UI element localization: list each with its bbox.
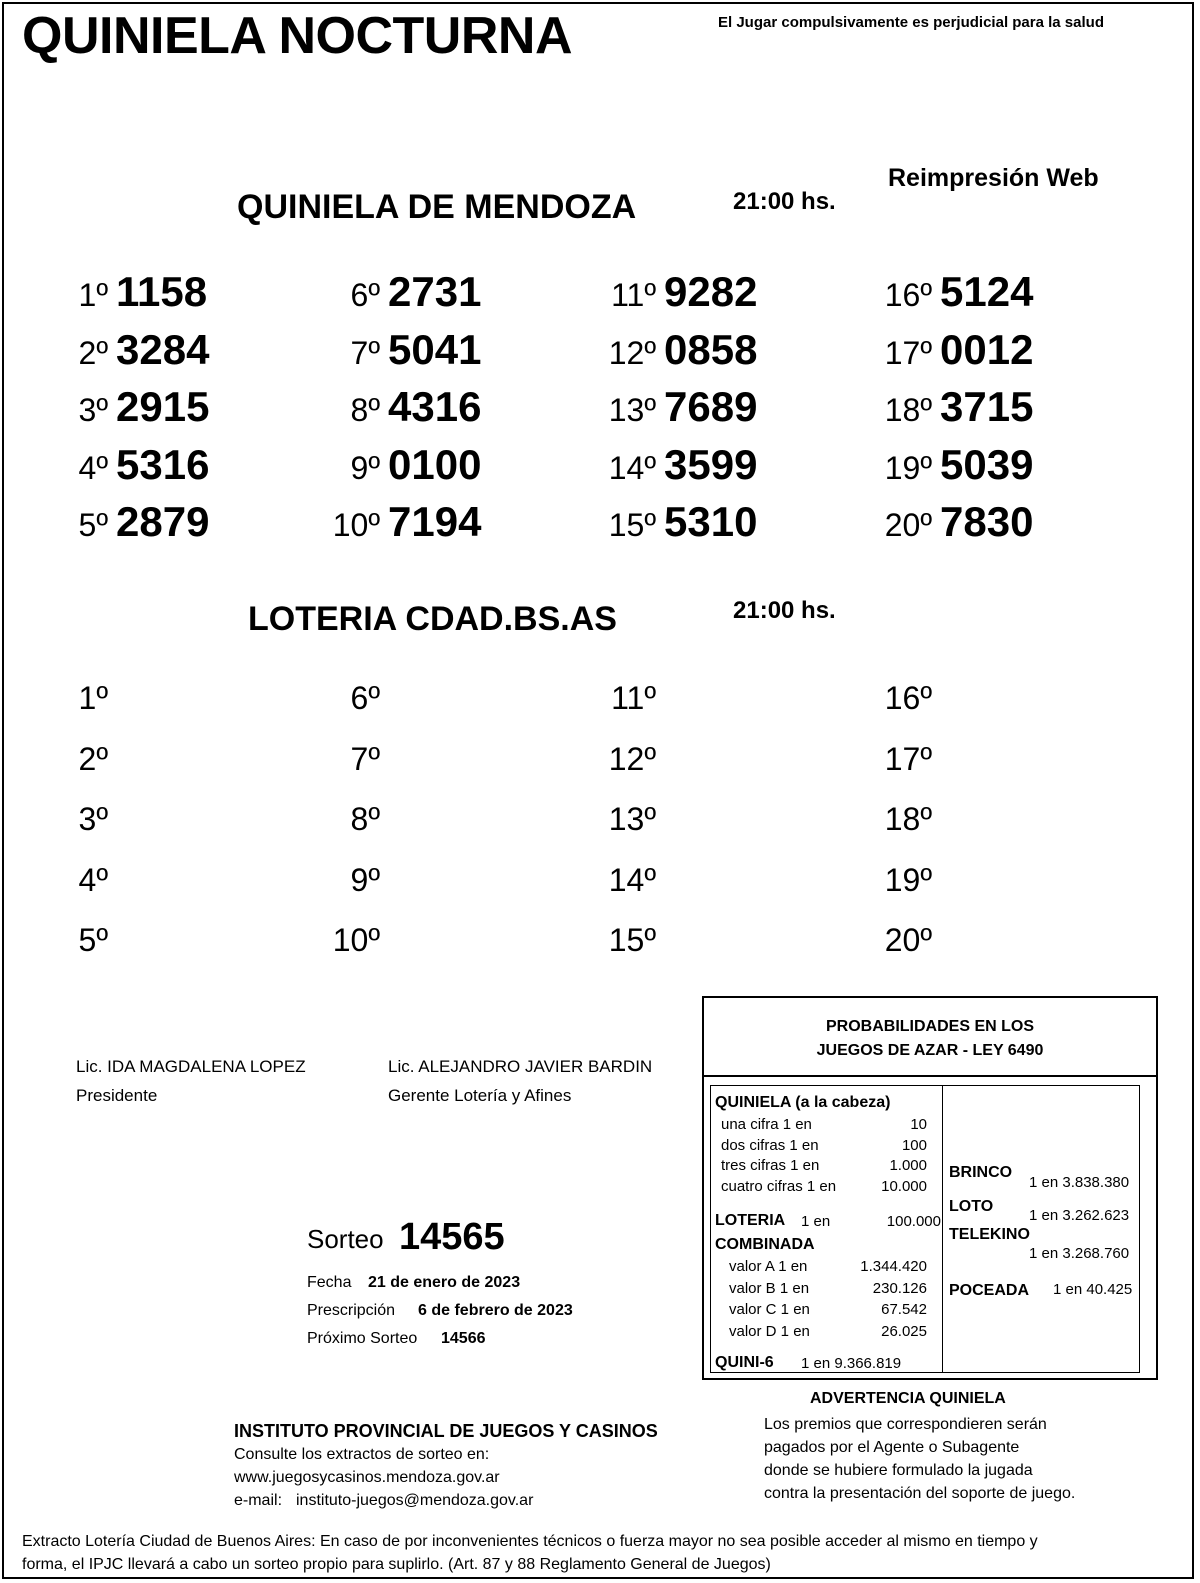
result-cell	[576, 326, 757, 374]
result-cell	[300, 922, 388, 959]
signature-left-role: Presidente	[76, 1086, 158, 1105]
advertencia-line: contra la presentación del soporte de juego.	[764, 1485, 1076, 1502]
loteria-time: 21:00 hs.	[733, 597, 836, 624]
result-cell	[28, 922, 116, 959]
result-number: 2915	[116, 383, 210, 430]
quiniela-odds-title: QUINIELA (a la cabeza)	[715, 1094, 891, 1111]
result-cell	[852, 326, 1033, 374]
result-cell	[28, 326, 209, 374]
result-position: 8º	[350, 392, 380, 428]
institute-website[interactable]: www.juegosycasinos.mendoza.gov.ar	[234, 1469, 500, 1486]
result-position: 9º	[350, 861, 380, 898]
result-cell	[852, 383, 1033, 431]
brinco-label: BRINCO	[949, 1164, 1013, 1181]
probabilities-box	[702, 996, 1158, 1380]
loteria-title: LOTERIA CDAD.BS.AS	[248, 600, 617, 638]
result-position: 15º	[608, 507, 656, 543]
result-cell	[852, 862, 940, 899]
result-cell	[300, 680, 388, 717]
result-cell	[852, 268, 1033, 316]
advertencia-line: donde se hubiere formulado la jugada	[764, 1462, 1033, 1479]
odds-label: valor B 1 en	[729, 1279, 810, 1297]
mendoza-title: QUINIELA DE MENDOZA	[237, 188, 637, 226]
result-position: 17º	[884, 740, 932, 777]
odds-label: dos cifras 1 en	[721, 1136, 819, 1154]
quini6-odds: 1 en 9.366.819	[801, 1355, 902, 1372]
result-position: 4º	[78, 449, 108, 486]
result-position: 14º	[608, 449, 656, 486]
result-position: 16º	[884, 277, 932, 313]
result-number: 2731	[388, 268, 482, 315]
result-cell	[576, 268, 757, 316]
result-cell	[576, 498, 757, 546]
odds-label: tres cifras 1 en	[721, 1157, 820, 1174]
institute-name: INSTITUTO PROVINCIAL DE JUEGOS Y CASINOS	[234, 1421, 658, 1441]
date-label: Fecha	[307, 1274, 352, 1291]
result-position: 2º	[78, 740, 108, 777]
odds-label: cuatro cifras 1 en	[721, 1177, 837, 1195]
result-position: 20º	[884, 922, 932, 958]
result-position: 13º	[608, 801, 656, 837]
odds-value: 10.000	[881, 1177, 927, 1195]
result-cell	[300, 441, 481, 489]
page-title: QUINIELA NOCTURNA	[22, 7, 572, 65]
result-cell	[576, 741, 664, 778]
advertencia-line: Los premios que correspondieren serán	[764, 1416, 1047, 1433]
odds-label: valor A 1 en	[729, 1258, 808, 1275]
loteria-odds-value: 100.000	[886, 1213, 941, 1230]
result-position: 10º	[332, 507, 380, 543]
result-position: 12º	[608, 740, 656, 777]
footer-note-2: forma, el IPJC llevará a cabo un sorteo propio para suplirlo. (Art. 87 y 88 Reglamento General de Juegos)	[22, 1556, 771, 1573]
expiry-date: 6 de febrero de 2023	[418, 1302, 573, 1319]
result-number: 5310	[664, 498, 758, 545]
probabilities-title-2: JUEGOS DE AZAR - LEY 6490	[816, 1042, 1044, 1059]
poceada-label: POCEADA	[949, 1282, 1030, 1299]
result-position: 1º	[78, 680, 108, 716]
loto-label: LOTO	[949, 1198, 994, 1215]
odds-label: valor D 1 en	[729, 1322, 810, 1340]
result-cell	[28, 268, 207, 316]
loteria-odds-prefix: 1 en	[801, 1213, 831, 1230]
result-cell	[300, 383, 481, 431]
result-cell	[576, 801, 664, 838]
result-position: 3º	[78, 801, 108, 837]
result-position: 11º	[611, 680, 656, 716]
result-cell	[852, 498, 1033, 546]
odds-value: 10	[910, 1116, 927, 1133]
result-position: 16º	[884, 680, 932, 716]
institute-consult: Consulte los extractos de sorteo en:	[234, 1446, 490, 1463]
odds-value: 1.000	[889, 1157, 927, 1174]
brinco-odds: 1 en 3.838.380	[1029, 1174, 1130, 1191]
loto-odds: 1 en 3.262.623	[1029, 1207, 1130, 1224]
reprint-label: Reimpresión Web	[888, 164, 1099, 192]
result-number: 0100	[388, 440, 482, 488]
draw-date: 21 de enero de 2023	[368, 1274, 521, 1291]
result-number: 5316	[116, 440, 210, 488]
expiry-label: Prescripción	[307, 1302, 396, 1319]
combinada-title: COMBINADA	[715, 1236, 815, 1253]
result-cell	[28, 862, 116, 899]
telekino-label: TELEKINO	[949, 1226, 1030, 1243]
next-draw-number: 14566	[441, 1330, 486, 1347]
result-cell	[28, 801, 116, 838]
result-number: 7689	[664, 383, 758, 430]
result-cell	[300, 326, 481, 374]
result-position: 19º	[884, 861, 932, 898]
odds-value: 230.126	[872, 1279, 927, 1297]
result-number: 5124	[940, 268, 1034, 315]
divider	[942, 1086, 943, 1372]
result-cell	[28, 680, 116, 717]
result-position: 18º	[884, 801, 932, 837]
probabilities-table	[710, 1085, 1140, 1373]
result-position: 13º	[608, 392, 656, 428]
result-position: 5º	[78, 922, 108, 958]
result-position: 11º	[611, 277, 656, 313]
result-number: 3284	[116, 325, 210, 373]
result-cell	[300, 268, 481, 316]
result-position: 14º	[608, 861, 656, 898]
institute-email-label: e-mail:	[234, 1492, 283, 1509]
poceada-odds: 1 en 40.425	[1053, 1281, 1133, 1298]
result-number: 4316	[388, 383, 482, 430]
result-cell	[852, 801, 940, 838]
result-position: 6º	[350, 277, 380, 313]
mendoza-time: 21:00 hs.	[733, 188, 836, 215]
odds-value: 1.344.420	[860, 1258, 927, 1275]
odds-value: 67.542	[881, 1301, 927, 1318]
odds-value: 26.025	[881, 1322, 927, 1340]
result-number: 9282	[664, 268, 758, 315]
signature-right-role: Gerente Lotería y Afines	[388, 1086, 572, 1105]
odds-label: una cifra 1 en	[721, 1116, 812, 1133]
result-position: 17º	[884, 334, 932, 371]
result-position: 4º	[78, 861, 108, 898]
divider	[704, 1075, 1156, 1077]
draw-number: 14565	[399, 1216, 505, 1258]
advertencia-line: pagados por el Agente o Subagente	[764, 1439, 1020, 1456]
result-number: 5041	[388, 325, 482, 373]
footer-note-1: Extracto Lotería Ciudad de Buenos Aires: En caso de por inconvenientes técnicos o fuerza mayor no sea posible acceder al mismo en tiempo y	[22, 1533, 1038, 1550]
result-cell	[852, 922, 940, 959]
result-number: 1158	[116, 268, 208, 315]
result-cell	[576, 383, 757, 431]
result-number: 5039	[940, 440, 1034, 488]
result-position: 9º	[350, 449, 380, 486]
result-cell	[576, 862, 664, 899]
probabilities-title-1: PROBABILIDADES EN LOS	[825, 1018, 1034, 1035]
result-position: 12º	[608, 334, 656, 371]
result-number: 3599	[664, 440, 758, 488]
result-cell	[28, 498, 209, 546]
telekino-odds: 1 en 3.268.760	[1029, 1245, 1130, 1262]
next-draw-label: Próximo Sorteo	[307, 1330, 418, 1347]
result-cell	[852, 741, 940, 778]
odds-label: valor C 1 en	[729, 1301, 810, 1318]
odds-value: 100	[901, 1136, 927, 1154]
result-cell	[28, 741, 116, 778]
result-cell	[852, 441, 1033, 489]
result-cell	[300, 801, 388, 838]
result-number: 0858	[664, 325, 758, 373]
result-position: 15º	[608, 922, 656, 958]
result-cell	[300, 498, 481, 546]
result-position: 7º	[350, 334, 380, 371]
result-cell	[576, 441, 757, 489]
result-position: 19º	[884, 449, 932, 486]
result-cell	[28, 441, 209, 489]
result-cell	[28, 383, 209, 431]
result-number: 7194	[388, 498, 482, 545]
result-position: 2º	[78, 334, 108, 371]
signature-right-name: Lic. ALEJANDRO JAVIER BARDIN	[388, 1057, 653, 1076]
result-cell	[300, 862, 388, 899]
result-position: 7º	[350, 740, 380, 777]
advertencia-title: ADVERTENCIA QUINIELA	[810, 1390, 1006, 1407]
result-position: 3º	[78, 392, 108, 428]
result-cell	[576, 922, 664, 959]
result-position: 8º	[350, 801, 380, 837]
health-warning: El Jugar compulsivamente es perjudicial para la salud	[718, 14, 1104, 31]
result-position: 10º	[332, 922, 380, 958]
result-cell	[300, 741, 388, 778]
result-number: 2879	[116, 498, 210, 545]
draw-label: Sorteo	[307, 1224, 384, 1254]
quini6-label: QUINI-6	[715, 1354, 774, 1371]
result-position: 5º	[78, 507, 108, 543]
result-number: 3715	[940, 383, 1034, 430]
result-position: 20º	[884, 507, 932, 543]
result-position: 18º	[884, 392, 932, 428]
result-number: 7830	[940, 498, 1034, 545]
result-number: 0012	[940, 325, 1034, 373]
signature-left-name: Lic. IDA MAGDALENA LOPEZ	[76, 1057, 306, 1076]
institute-email[interactable]: instituto-juegos@mendoza.gov.ar	[296, 1492, 534, 1509]
loteria-odds-label: LOTERIA	[715, 1212, 786, 1229]
result-cell	[576, 680, 664, 717]
result-position: 1º	[78, 277, 108, 313]
result-position: 6º	[350, 680, 380, 716]
result-cell	[852, 680, 940, 717]
